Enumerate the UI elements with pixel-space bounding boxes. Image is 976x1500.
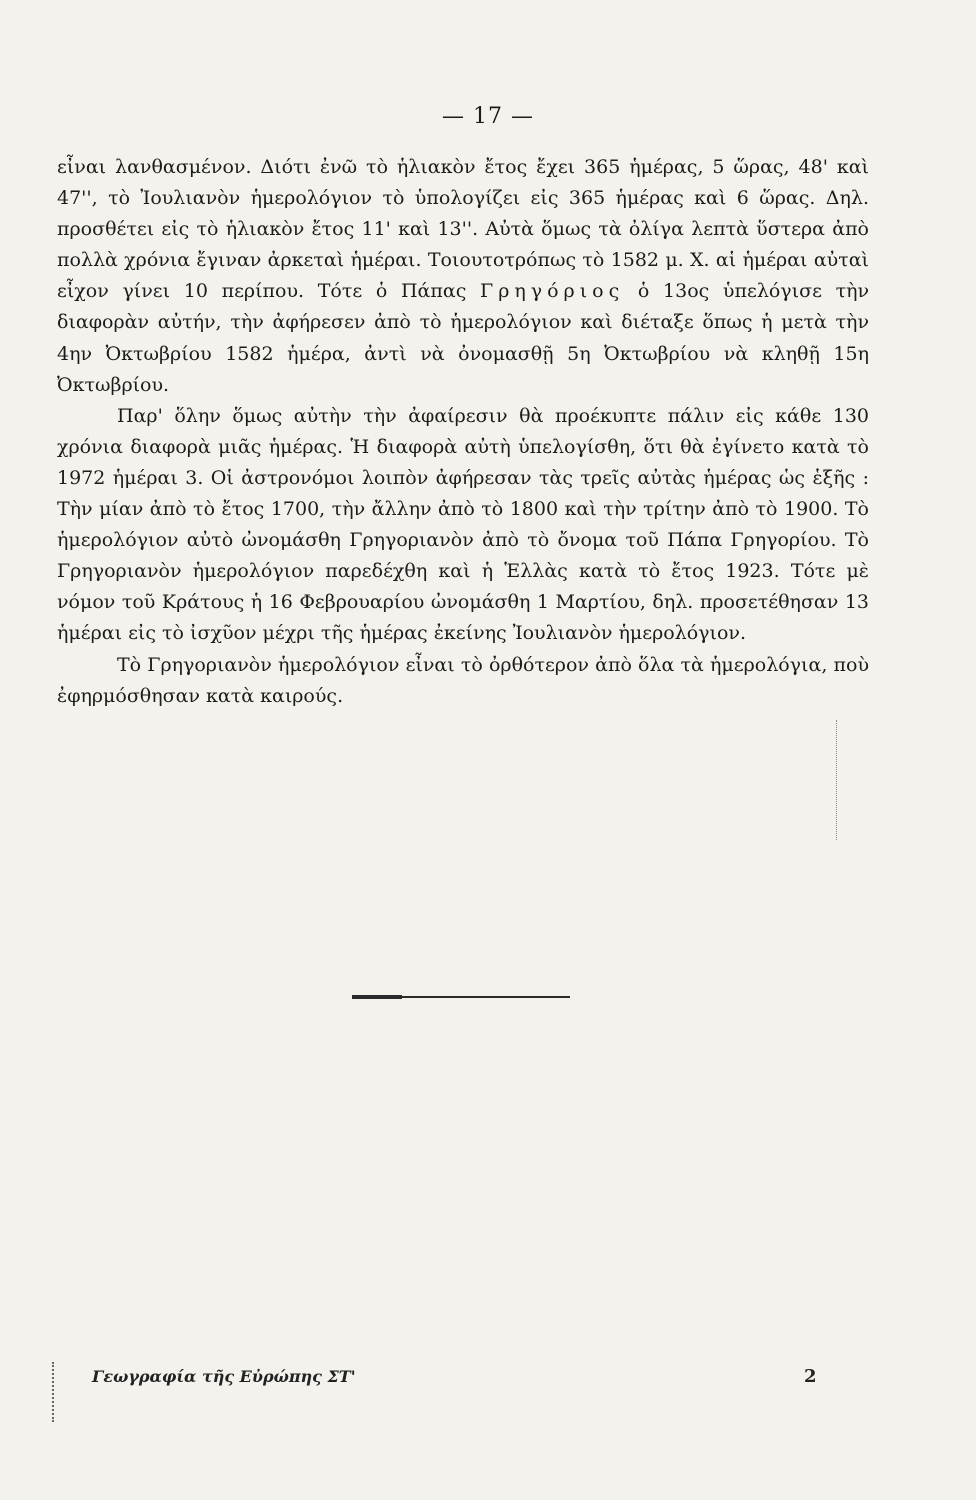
paragraph-1-after-name: ὁ 13ος ὑπελόγισε τὴν διαφορὰν αὐτήν, τὴν ἀφήρεσεν ἀπὸ τὸ ἡμερολόγιον καὶ διέταξε ὅπως ἡ μετὰ τὴν 4ην Ὀκτωβρίου 1582 ἡμέρα, ἀντὶ νὰ ὀνομασθῇ 5η Ὀκτωβρίου νὰ κληθῇ 15η Ὀκτωβρίου.	[57, 280, 870, 396]
body-text	[57, 152, 869, 712]
section-divider	[352, 996, 570, 998]
paragraph-1-text: εἶναι λανθασμένον. Διότι ἐνῶ τὸ ἡλιακὸν ἔτος ἔχει 365 ἡμέρας, 5 ὥρας, 48' καὶ 47'', τὸ Ἰουλιανὸν ἡμερολόγιον τὸ ὑπολογίζει εἰς 365 ἡμέρας καὶ 6 ὥρας. Δηλ. προσθέτει εἰς τὸ ἡλιακὸν ἔτος 11' καὶ 13''. Αὐτὰ ὅμως τὰ ὀλίγα λεπτὰ ὕστερα ἀπὸ πολλὰ χρόνια ἔγιναν ἀρκεταὶ ἡμέραι. Τοιουτοτρόπως τὸ 1582 μ. Χ. αἱ ἡμέραι αὐταὶ εἶχον γίνει 10 περίπου.	[57, 156, 869, 303]
paragraph-1	[57, 152, 869, 401]
signature-mark: 2	[804, 1366, 817, 1387]
paragraph-2: Παρ' ὅλην ὅμως αὐτὴν τὴν ἀφαίρεσιν θὰ προέκυπτε πάλιν εἰς κάθε 130 χρόνια διαφορὰ μιᾶς ἡμέρας. Ἡ διαφορὰ αὐτὴ ὑπελογίσθη, ὅτι θὰ ἐγίνετο κατὰ τὸ 1972 ἡμέραι 3. Οἱ ἀστρονόμοι λοιπὸν ἀφήρεσαν τὰς τρεῖς αὐτὰς ἡμέρας ὡς ἑξῆς : Τὴν μίαν ἀπὸ τὸ ἔτος 1700, τὴν ἄλλην ἀπὸ τὸ 1800 καὶ τὴν τρίτην ἀπὸ τὸ 1900. Τὸ ἡμερολόγιον αὐτὸ ὠνομάσθη Γρηγοριανὸν ἀπὸ τὸ ὄνομα τοῦ Πάπα Γρηγορίου. Τὸ Γρηγοριανὸν ἡμερολόγιον παρεδέχθη καὶ ἡ Ἑλλὰς κατὰ τὸ ἔτος 1923. Τότε μὲ νόμον τοῦ Κράτους ἡ 16 Φεβρουαρίου ὠνομάσθη 1 Μαρτίου, δηλ. προσετέθησαν 13 ἡμέραι εἰς τὸ ἰσχῦον μέχρι τῆς ἡμέρας ἐκείνης Ἰουλιανὸν ἡμερολόγιον.	[57, 404, 869, 645]
pope-name: Γρηγόριος	[480, 280, 625, 303]
binding-marks	[52, 1362, 58, 1422]
paragraph-1-before-name: Τότε ὁ Πάπας	[317, 280, 467, 303]
footer-book-title: Γεωγραφία τῆς Εὐρώπης ΣΤ'	[92, 1367, 356, 1386]
paragraph-3: Τὸ Γρηγοριανὸν ἡμερολόγιον εἶναι τὸ ὀρθότερον ἀπὸ ὅλα τὰ ἡμερολόγια, ποὺ ἐφηρμόσθησαν κατὰ καιρούς.	[57, 653, 869, 707]
page-number: — 17 —	[442, 104, 534, 129]
margin-specks	[836, 720, 851, 840]
